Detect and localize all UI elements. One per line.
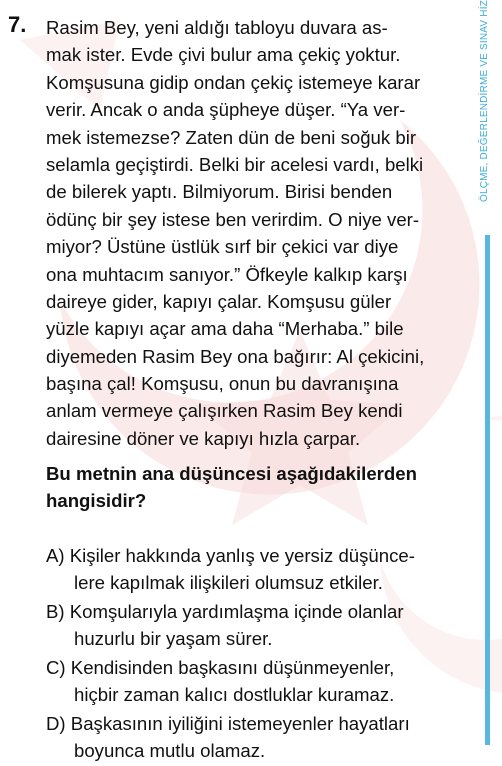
option-b-line2: huzurlu bir yaşam sürer. bbox=[74, 628, 273, 649]
side-accent-bar bbox=[485, 235, 490, 745]
option-a-line1: A) Kişiler hakkında yanlış ve yersiz düşünce- bbox=[46, 545, 415, 566]
question-number: 7. bbox=[8, 12, 27, 37]
passage-line: ona muhtacım sanıyor.” Öfkeyle kalkıp karşı bbox=[46, 263, 408, 285]
passage-line: Komşusuna gidip ondan çekiç istemeye karar bbox=[46, 71, 421, 93]
question-stem bbox=[46, 460, 476, 515]
option-c-line2: hiçbir zaman kalıcı dostluklar kuramaz. bbox=[74, 684, 395, 705]
passage-line: başına çal! Komşusu, onun bu davranışına bbox=[46, 373, 399, 395]
publisher-side-label: ÖLÇME, DEĞERLENDİRME VE SINAV HİZ bbox=[479, 0, 490, 203]
passage-text bbox=[46, 14, 478, 452]
passage-line: selamla geçiştirdi. Belki bir acelesi vardı, belki bbox=[46, 153, 424, 175]
passage-line: verir. Ancak o anda şüpheye düşer. “Ya ver- bbox=[46, 99, 406, 121]
passage-line: mek istemezse? Zaten dün de beni soğuk bir bbox=[46, 126, 417, 148]
option-c[interactable] bbox=[46, 654, 476, 708]
option-c-line1: C) Kendisinden başkasını düşünmeyenler, bbox=[46, 657, 395, 678]
option-d-line1: D) Başkasının iyiliğini istemeyenler hayatları bbox=[46, 713, 410, 734]
option-b-line1: B) Komşularıyla yardımlaşma içinde olanlar bbox=[46, 601, 404, 622]
question-line: hangisidir? bbox=[46, 490, 147, 512]
passage-line: anlam vermeye çalışırken Rasim Bey kendi bbox=[46, 400, 403, 422]
question-line: Bu metnin ana düşüncesi aşağıdakilerden bbox=[46, 463, 417, 484]
option-d[interactable] bbox=[46, 710, 476, 764]
passage-line: miyor? Üstüne üstlük sırf bir çekici var diye bbox=[46, 236, 399, 258]
option-a-line2: lere kapılmak ilişkileri olumsuz etkiler. bbox=[74, 572, 383, 593]
answer-options bbox=[46, 542, 476, 766]
option-d-line2: boyunca mutlu olamaz. bbox=[74, 740, 266, 761]
option-b[interactable] bbox=[46, 598, 476, 652]
passage-line: Rasim Bey, yeni aldığı tabloyu duvara as- bbox=[46, 17, 388, 38]
passage-line: diyemeden Rasim Bey ona bağırır: Al çekicini, bbox=[46, 345, 425, 367]
passage-line: ödünç bir şey istese ben verirdim. O niye ver- bbox=[46, 208, 420, 230]
option-a[interactable] bbox=[46, 542, 476, 596]
passage-line: yüzle kapıyı açar ama daha “Merhaba.” bile bbox=[46, 318, 404, 340]
passage-line: dairesine döner ve kapıyı hızla çarpar. bbox=[46, 427, 361, 449]
passage-line: daireye gider, kapıyı çalar. Komşusu güler bbox=[46, 290, 392, 312]
passage-line: mak ister. Evde çivi bulur ama çekiç yoktur. bbox=[46, 44, 401, 66]
passage-line: de bilerek yaptı. Bilmiyorum. Birisi benden bbox=[46, 181, 393, 203]
